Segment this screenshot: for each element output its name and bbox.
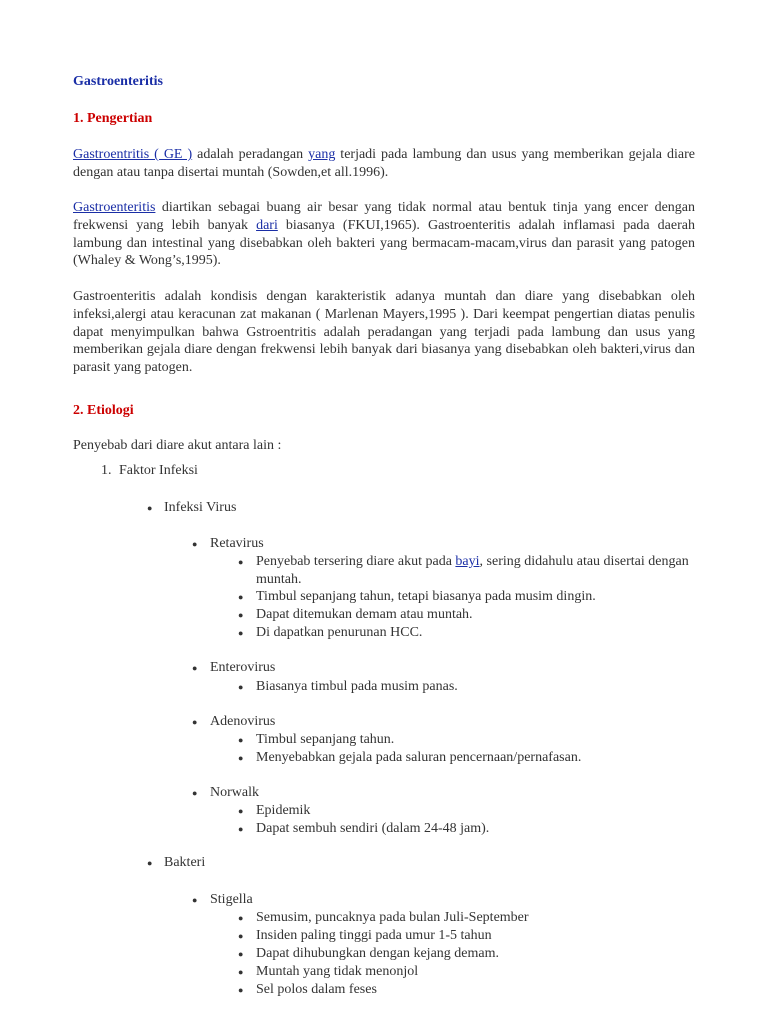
list-item: Dapat ditemukan demam atau muntah. xyxy=(256,607,473,622)
infeksi-virus-label: Infeksi Virus xyxy=(164,500,237,515)
link-yang[interactable]: yang xyxy=(308,147,336,162)
list-number: 1. xyxy=(101,463,112,478)
list-item: Dapat sembuh sendiri (dalam 24-48 jam). xyxy=(256,821,490,836)
list-item-text: , sering didahulu atau disertai dengan muntah. xyxy=(256,554,689,587)
bullet-icon: ● xyxy=(238,628,244,638)
link-bayi[interactable]: bayi xyxy=(455,554,480,569)
list-item-text: Penyebab tersering diare akut pada xyxy=(256,554,456,569)
list-item: Sel polos dalam feses xyxy=(256,982,377,997)
bullet-icon: ● xyxy=(192,788,198,798)
bullet-icon: ● xyxy=(238,682,244,692)
paragraph-text: diartikan sebagai buang air besar yang tidak normal atau bentuk tinja yang encer dengan frekwensi yang lebih banyak xyxy=(73,200,695,233)
bullet-icon: ● xyxy=(238,753,244,763)
list-item: Insiden paling tinggi pada umur 1-5 tahun xyxy=(256,928,492,943)
bullet-icon: ● xyxy=(238,557,244,567)
bullet-icon: ● xyxy=(238,806,244,816)
bullet-icon: ● xyxy=(147,858,153,868)
bullet-icon: ● xyxy=(192,663,198,673)
enterovirus-label: Enterovirus xyxy=(210,660,276,675)
bullet-icon: ● xyxy=(238,985,244,995)
bullet-icon: ● xyxy=(238,949,244,959)
list-item: Timbul sepanjang tahun, tetapi biasanya pada musim dingin. xyxy=(256,589,596,604)
list-item: Di dapatkan penurunan HCC. xyxy=(256,625,423,640)
bullet-icon: ● xyxy=(147,503,153,513)
bullet-icon: ● xyxy=(238,931,244,941)
bullet-icon: ● xyxy=(238,913,244,923)
etiologi-intro: Penyebab dari diare akut antara lain : xyxy=(73,438,282,453)
bullet-icon: ● xyxy=(238,592,244,602)
section-heading-pengertian: 1. Pengertian xyxy=(73,111,153,126)
factor-infeksi-label: Faktor Infeksi xyxy=(119,463,198,478)
list-item: Biasanya timbul pada musim panas. xyxy=(256,679,458,694)
link-dari[interactable]: dari xyxy=(256,217,278,233)
retavirus-label: Retavirus xyxy=(210,536,264,551)
paragraph-text: adalah peradangan xyxy=(192,147,309,162)
link-gastroenteritis[interactable]: Gastroenteritis xyxy=(73,200,156,215)
paragraph-definition-2 xyxy=(73,199,695,270)
bullet-icon: ● xyxy=(238,824,244,834)
adenovirus-label: Adenovirus xyxy=(210,714,276,729)
list-item: Epidemik xyxy=(256,803,311,818)
bullet-icon: ● xyxy=(238,967,244,977)
stigella-label: Stigella xyxy=(210,892,253,907)
norwalk-label: Norwalk xyxy=(210,785,259,800)
paragraph-definition-3: Gastroenteritis adalah kondisis dengan karakteristik adanya muntah dan diare yang disebabkan oleh infeksi,alergi atau keracunan zat makanan ( Marlenan Mayers,1995 ). Dari keempat pengertian diatas penulis dapat menyimpulkan bahwa Gstroentritis adalah peradangan yang terjadi pada lambung dan usus yang memberikan gejala diare dengan frekwensi lebih banyak dari biasanya yang disebabkan oleh bakteri,virus dan parasit yang patogen. xyxy=(73,289,695,376)
bullet-icon: ● xyxy=(192,895,198,905)
paragraph-text: terjadi pada lambung dan usus yang memberikan gejala diare dengan atau tanpa disertai muntah (Sowden,et all.1996). xyxy=(73,147,695,180)
bullet-icon: ● xyxy=(238,610,244,620)
bakteri-label: Bakteri xyxy=(164,855,206,870)
list-item xyxy=(256,553,696,589)
paragraph-text: biasanya (FKUI,1965). Gastroenteritis adalah inflamasi pada daerah lambung dan intestinal yang disebabkan oleh bakteri yang bermacam-macam,virus dan parasit yang patogen (Whaley & Wong’s,1995). xyxy=(73,217,695,269)
list-item: Semusim, puncaknya pada bulan Juli-September xyxy=(256,910,529,925)
list-item: Timbul sepanjang tahun. xyxy=(256,732,395,747)
section-heading-etiologi: 2. Etiologi xyxy=(73,403,134,418)
bullet-icon: ● xyxy=(192,717,198,727)
list-item: Dapat dihubungkan dengan kejang demam. xyxy=(256,946,499,961)
document-title: Gastroenteritis xyxy=(73,74,163,89)
bullet-icon: ● xyxy=(192,539,198,549)
list-item: Muntah yang tidak menonjol xyxy=(256,964,419,979)
list-item: Menyebabkan gejala pada saluran pencernaan/pernafasan. xyxy=(256,750,582,765)
link-gastroentritis[interactable]: Gastroentritis ( GE ) xyxy=(73,147,193,162)
bullet-icon: ● xyxy=(238,735,244,745)
paragraph-definition-1 xyxy=(73,146,695,182)
